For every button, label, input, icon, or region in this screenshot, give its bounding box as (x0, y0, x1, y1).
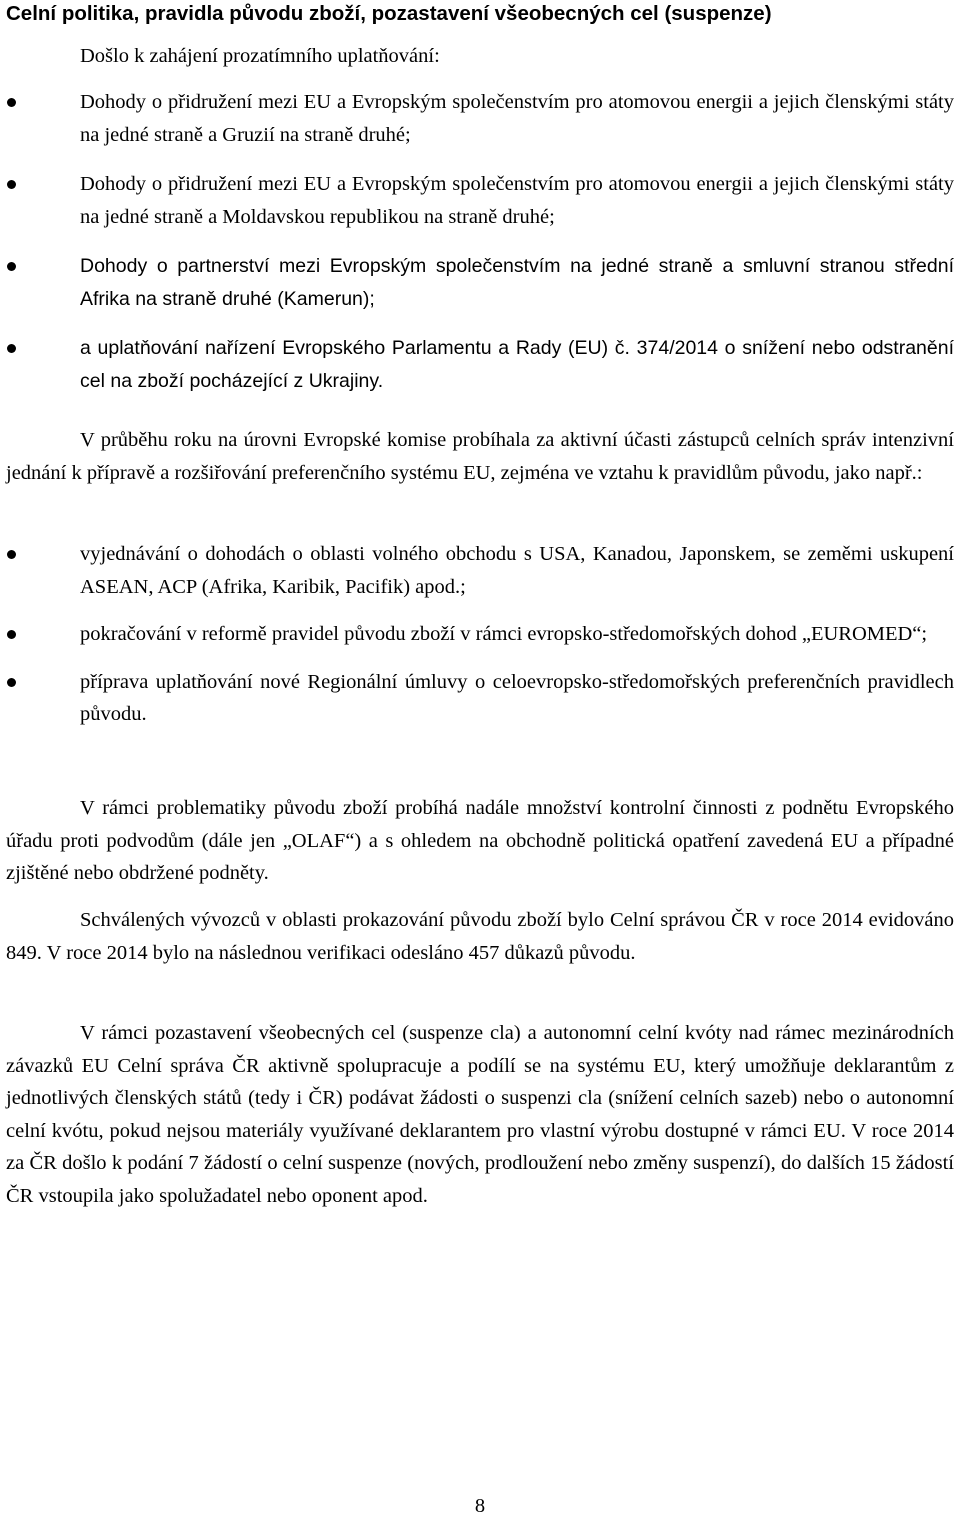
list-item (0, 86, 960, 151)
bullet-icon (7, 262, 16, 271)
bullet-icon (7, 180, 16, 189)
bullet-list-negotiations (0, 538, 960, 731)
list-item (0, 332, 960, 397)
intro-line: Došlo k zahájení prozatímního uplatňování: (80, 45, 440, 67)
bullet-list-agreements (0, 86, 960, 397)
paragraph-preferential-system: V průběhu roku na úrovni Evropské komise probíhala za aktivní účasti zástupců celních správ intenzivní jednání k přípravě a rozšiřování preferenčního systému EU, zejména ve vztahu k pravidlům původu, jako např.: (6, 429, 954, 484)
list-item-text: příprava uplatňování nové Regionální úmluvy o celoevropsko-středomořských preferenčních pravidlech původu. (80, 670, 954, 725)
list-item-text: Dohody o partnerství mezi Evropským společenstvím na jedné straně a smluvní stranou střední Afrika na straně druhé (Kamerun); (80, 255, 954, 310)
list-item-text: pokračování v reformě pravidel původu zboží v rámci evropsko-středomořských dohod „EUROMED“; (80, 623, 928, 645)
list-item-text: vyjednávání o dohodách o oblasti volného obchodu s USA, Kanadou, Japonskem, se zeměmi uskupení ASEAN, ACP (Afrika, Karibik, Pacifik) apod.; (80, 543, 954, 598)
list-item (0, 666, 960, 731)
list-item (0, 250, 960, 315)
list-item-text: a uplatňování nařízení Evropského Parlamentu a Rady (EU) č. 374/2014 o snížení nebo odstranění cel na zboží pocházející z Ukrajiny. (80, 337, 954, 392)
section-heading: Celní politika, pravidla původu zboží, pozastavení všeobecných cel (suspenze) (6, 2, 772, 25)
paragraph-suspensions: V rámci pozastavení všeobecných cel (suspenze cla) a autonomní celní kvóty nad rámec mezinárodních závazků EU Celní správa ČR aktivně spolupracuje a podílí se na systému EU, který umožňuje deklarantům z jednotlivých členských států (tedy i ČR) podávat žádosti o suspenzi cla (snížení celních sazeb) nebo o autonomní celní kvótu, pokud nejsou materiály využívané deklarantem pro vlastní výrobu dostupné v rámci EU. V roce 2014 za ČR došlo k podání 7 žádostí o celní suspenze (nových, prodloužení nebo změny suspenzí), do dalších 15 žádostí ČR vstoupila jako spolužadatel nebo oponent apod. (6, 1022, 954, 1207)
bullet-icon (7, 678, 16, 687)
bullet-icon (7, 98, 16, 107)
page-number: 8 (474, 1495, 486, 1517)
bullet-icon (7, 550, 16, 559)
list-item-text: Dohody o přidružení mezi EU a Evropským společenstvím pro atomovou energii a jejich členskými státy na jedné straně a Gruzií na straně druhé; (80, 91, 954, 146)
paragraph-approved-exporters: Schválených vývozců v oblasti prokazování původu zboží bylo Celní správou ČR v roce 2014 evidováno 849. V roce 2014 bylo na následnou verifikaci odesláno 457 důkazů původu. (6, 909, 954, 964)
bullet-icon (7, 630, 16, 639)
list-item-text: Dohody o přidružení mezi EU a Evropským společenstvím pro atomovou energii a jejich členskými státy na jedné straně a Moldavskou republikou na straně druhé; (80, 173, 954, 228)
paragraph-origin-control: V rámci problematiky původu zboží probíhá nadále množství kontrolní činnosti z podnětu Evropského úřadu proti podvodům (dále jen „OLAF“) a s ohledem na obchodně politická opatření zavedená EU a případné zjištěné nebo obdržené podněty. (6, 797, 954, 884)
list-item (0, 538, 960, 603)
list-item (0, 618, 960, 651)
bullet-icon (7, 344, 16, 353)
list-item (0, 168, 960, 233)
